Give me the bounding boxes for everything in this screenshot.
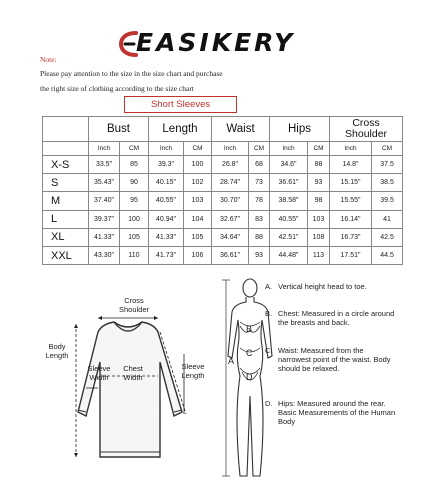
unit-header: CM: [120, 142, 149, 156]
size-label: M: [43, 192, 89, 210]
unit-header: CM: [184, 142, 212, 156]
sweater-illustration: [42, 292, 235, 492]
table-cell: 41.73": [149, 246, 184, 264]
table-cell: 95: [120, 192, 149, 210]
label-chest-width: [118, 364, 148, 382]
table-cell: 100: [120, 210, 149, 228]
table-cell: 16.73": [330, 228, 372, 246]
label-sleeve-width-text: Sleeve Width: [87, 364, 111, 382]
size-table: [42, 92, 403, 265]
table-cell: 44.48": [270, 246, 308, 264]
marker-b: B: [246, 324, 253, 334]
note-line-2: the right size of clothing according to the size chart: [40, 84, 194, 93]
table-cell: 42.5: [372, 228, 403, 246]
table-cell: 36.61": [270, 174, 308, 192]
size-label: XL: [43, 228, 89, 246]
legend-text: Hips: Measured around the rear. Basic Measurements of the Human Body: [278, 399, 396, 426]
table-cell: 68: [249, 156, 270, 174]
legend-text: Waist: Measured from the narrowest point of the waist. Body should be relaxed.: [278, 346, 391, 373]
table-cell: 40.55": [149, 192, 184, 210]
brand-name: EASIKERY: [136, 28, 296, 57]
legend-letter: D.: [265, 399, 273, 408]
table-cell: 34.64": [212, 228, 249, 246]
table-cell: 39.5: [372, 192, 403, 210]
size-label: L: [43, 210, 89, 228]
table-cell: 26.8": [212, 156, 249, 174]
size-rows: [43, 156, 403, 265]
size-label: XXL: [43, 246, 89, 264]
table-cell: 98: [308, 192, 330, 210]
header-hips: Hips: [270, 117, 330, 142]
table-cell: 37.5: [372, 156, 403, 174]
table-cell: 37.40": [89, 192, 120, 210]
table-cell: 41.33": [149, 228, 184, 246]
marker-d: D: [246, 372, 253, 382]
legend-letter: B.: [265, 309, 273, 318]
label-cross-shoulder: [114, 296, 154, 314]
table-cell: 38.5: [372, 174, 403, 192]
table-cell: 103: [308, 210, 330, 228]
table-cell: 41.33": [89, 228, 120, 246]
table-cell: 44.5: [372, 246, 403, 264]
header-cross-shoulder: [330, 117, 403, 142]
garment-diagram: [42, 292, 235, 492]
body-diagram: [220, 276, 280, 486]
units-corner: [43, 142, 89, 156]
unit-header: Inch: [89, 142, 120, 156]
label-chest-width-text: Chest Width: [123, 364, 143, 382]
legend-text: Vertical height head to toe.: [278, 282, 367, 291]
table-row: [43, 192, 403, 210]
table-cell: 39.37": [89, 210, 120, 228]
units-row: [43, 142, 403, 156]
legend-text: Chest: Measured in a circle around the breasts and back.: [278, 309, 395, 327]
table-cell: 17.51": [330, 246, 372, 264]
table-cell: 38.58": [270, 192, 308, 210]
header-waist: Waist: [212, 117, 270, 142]
unit-header: Inch: [149, 142, 184, 156]
header-cross-shoulder-label: Cross Shoulder: [345, 117, 388, 140]
table-cell: 85: [120, 156, 149, 174]
header-size-corner: [43, 117, 89, 142]
unit-header: CM: [372, 142, 403, 156]
table-cell: 39.3": [149, 156, 184, 174]
brand-logo: [118, 28, 308, 58]
unit-header: Inch: [330, 142, 372, 156]
label-sleeve-width: [84, 364, 114, 382]
table-cell: 102: [184, 174, 212, 192]
table-cell: 88: [308, 156, 330, 174]
label-body-length: [42, 342, 72, 360]
label-sleeve-length: [176, 362, 210, 380]
table-cell: 105: [120, 228, 149, 246]
table-cell: 93: [249, 246, 270, 264]
table-cell: 73: [249, 174, 270, 192]
table-cell: 30.70": [212, 192, 249, 210]
unit-header: CM: [249, 142, 270, 156]
table-cell: 108: [308, 228, 330, 246]
legend-letter: A.: [265, 282, 273, 291]
table-row: [43, 174, 403, 192]
size-label: S: [43, 174, 89, 192]
table-cell: 103: [184, 192, 212, 210]
table-row: [43, 210, 403, 228]
table-cell: 40.94": [149, 210, 184, 228]
table-cell: 110: [120, 246, 149, 264]
size-label: X-S: [43, 156, 89, 174]
table-row: [43, 156, 403, 174]
table-cell: 93: [308, 174, 330, 192]
header-bust: Bust: [89, 117, 149, 142]
table-cell: 88: [249, 228, 270, 246]
table-cell: 36.61": [212, 246, 249, 264]
table-cell: 78: [249, 192, 270, 210]
header-length: Length: [149, 117, 212, 142]
human-figure-illustration: [220, 276, 280, 486]
marker-a: A: [228, 356, 235, 366]
table-cell: 28.74": [212, 174, 249, 192]
unit-header: Inch: [212, 142, 249, 156]
table-cell: 105: [184, 228, 212, 246]
size-chart: [42, 92, 402, 262]
table-row: [43, 246, 403, 264]
table-banner: Short Sleeves: [124, 96, 237, 113]
table-cell: 16.14": [330, 210, 372, 228]
table-cell: 83: [249, 210, 270, 228]
table-cell: 43.30": [89, 246, 120, 264]
table-cell: 32.67": [212, 210, 249, 228]
label-sleeve-length-text: Sleeve Length: [181, 362, 205, 380]
table-cell: 41: [372, 210, 403, 228]
table-cell: 104: [184, 210, 212, 228]
table-cell: 15.15": [330, 174, 372, 192]
table-cell: 113: [308, 246, 330, 264]
note-line-1: Please pay attention to the size in the size chart and purchase: [40, 69, 223, 78]
unit-header: Inch: [270, 142, 308, 156]
unit-header: CM: [308, 142, 330, 156]
label-cross-shoulder-text: Cross Shoulder: [118, 296, 150, 314]
banner-cell: [43, 92, 403, 117]
legend-letter: C.: [265, 346, 273, 355]
table-cell: 42.51": [270, 228, 308, 246]
table-cell: 90: [120, 174, 149, 192]
table-cell: 35.43": [89, 174, 120, 192]
table-cell: 14.8": [330, 156, 372, 174]
table-cell: 40.55": [270, 210, 308, 228]
table-cell: 15.55": [330, 192, 372, 210]
note-title: Note:: [40, 55, 57, 64]
marker-c: C: [246, 348, 253, 358]
label-body-length-text: Body Length: [45, 342, 69, 360]
table-row: [43, 228, 403, 246]
table-cell: 33.5": [89, 156, 120, 174]
table-cell: 40.15": [149, 174, 184, 192]
table-cell: 106: [184, 246, 212, 264]
table-cell: 34.6": [270, 156, 308, 174]
table-cell: 100: [184, 156, 212, 174]
